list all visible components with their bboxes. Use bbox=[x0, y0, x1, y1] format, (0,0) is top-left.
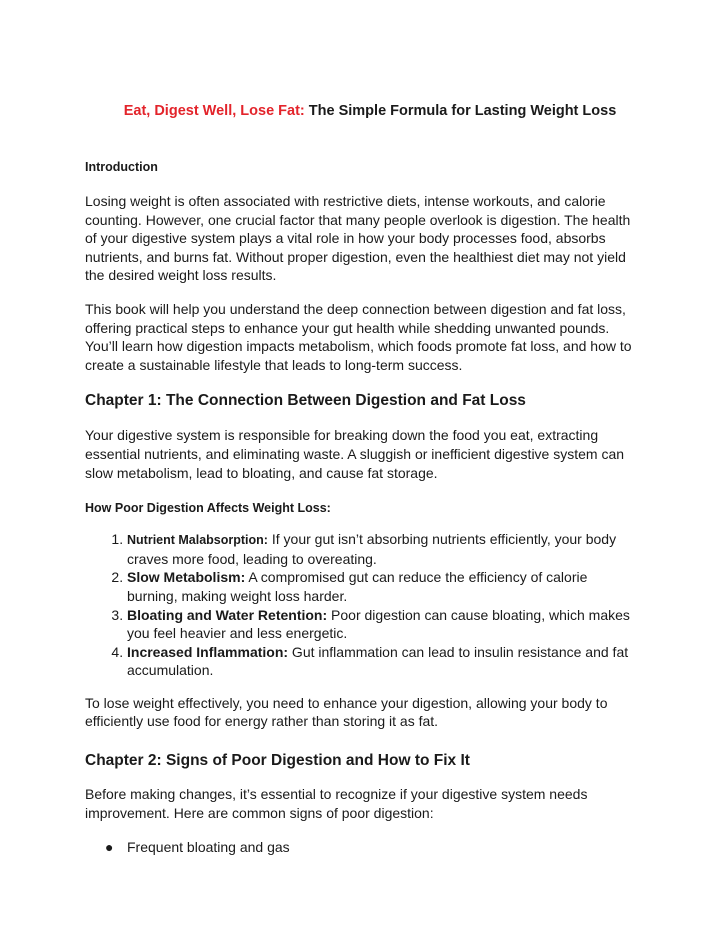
title-rest: The Simple Formula for Lasting Weight Loss bbox=[304, 103, 617, 119]
chapter-1-paragraph: Your digestive system is responsible for breaking down the food you eat, extracting essential nutrients, and eliminating waste. A sluggish or inefficient digestive system can slow metabolism, lead to bloating, and cause fat storage. bbox=[85, 427, 625, 481]
list-item-text: A compromised gut can reduce the efficiency of calorie burning, making weight loss harder. bbox=[127, 569, 588, 604]
introduction-label: Introduction bbox=[85, 160, 158, 174]
chapter-1-closing: To lose weight effectively, you need to enhance your digestion, allowing your body to efficiently use food for energy rather than storing it as fat. bbox=[85, 694, 608, 730]
list-item bbox=[127, 530, 637, 568]
document-title bbox=[103, 101, 637, 121]
list-item-term: Bloating and Water Retention: bbox=[127, 606, 328, 623]
list-item bbox=[127, 643, 637, 680]
digestion-effects-list bbox=[85, 530, 637, 680]
bullet-icon: ● bbox=[105, 839, 114, 856]
list-item bbox=[105, 838, 637, 857]
list-item bbox=[127, 568, 637, 605]
chapter-2-paragraph: Before making changes, it’s essential to recognize if your digestive system needs improvement. Here are common signs of poor digestion: bbox=[85, 786, 588, 821]
document-content bbox=[85, 101, 637, 857]
list-item-text: Frequent bloating and gas bbox=[127, 839, 290, 856]
list-item-term: Slow Metabolism: bbox=[127, 569, 246, 586]
list-item bbox=[127, 606, 637, 643]
chapter-1-subheading: How Poor Digestion Affects Weight Loss: bbox=[85, 501, 331, 516]
list-item-text: Poor digestion can cause bloating, which makes you feel heavier and less energetic. bbox=[127, 606, 630, 642]
list-item-text: Gut inflammation can lead to insulin resistance and fat accumulation. bbox=[127, 643, 629, 679]
list-item-term: Nutrient Malabsorption: bbox=[127, 533, 268, 548]
chapter-1-heading: Chapter 1: The Connection Between Digestion and Fat Loss bbox=[85, 392, 526, 410]
list-item-term: Increased Inflammation: bbox=[127, 643, 289, 660]
intro-paragraph-2: This book will help you understand the deep connection between digestion and fat loss, offering practical steps to enhance your gut health while shedding unwanted pounds. You’ll learn how digestion impacts metabolism, which foods promote fat loss, and how to create a sustainable lifestyle that leads to long-term success. bbox=[85, 300, 632, 373]
poor-digestion-signs-list bbox=[85, 838, 637, 857]
list-item-text: If your gut isn’t absorbing nutrients efficiently, your body craves more food, leading to overeating. bbox=[127, 531, 617, 567]
intro-paragraph-1: Losing weight is often associated with restrictive diets, intense workouts, and calorie counting. However, one crucial factor that many people overlook is digestion. The health of your digestive system plays a vital role in how your body processes food, absorbs nutrients, and burns fat. Without proper digestion, even the healthiest diet may not yield the desired weight loss results. bbox=[85, 193, 631, 284]
chapter-2-heading: Chapter 2: Signs of Poor Digestion and How to Fix It bbox=[85, 752, 470, 770]
title-highlight: Eat, Digest Well, Lose Fat: bbox=[123, 103, 305, 119]
